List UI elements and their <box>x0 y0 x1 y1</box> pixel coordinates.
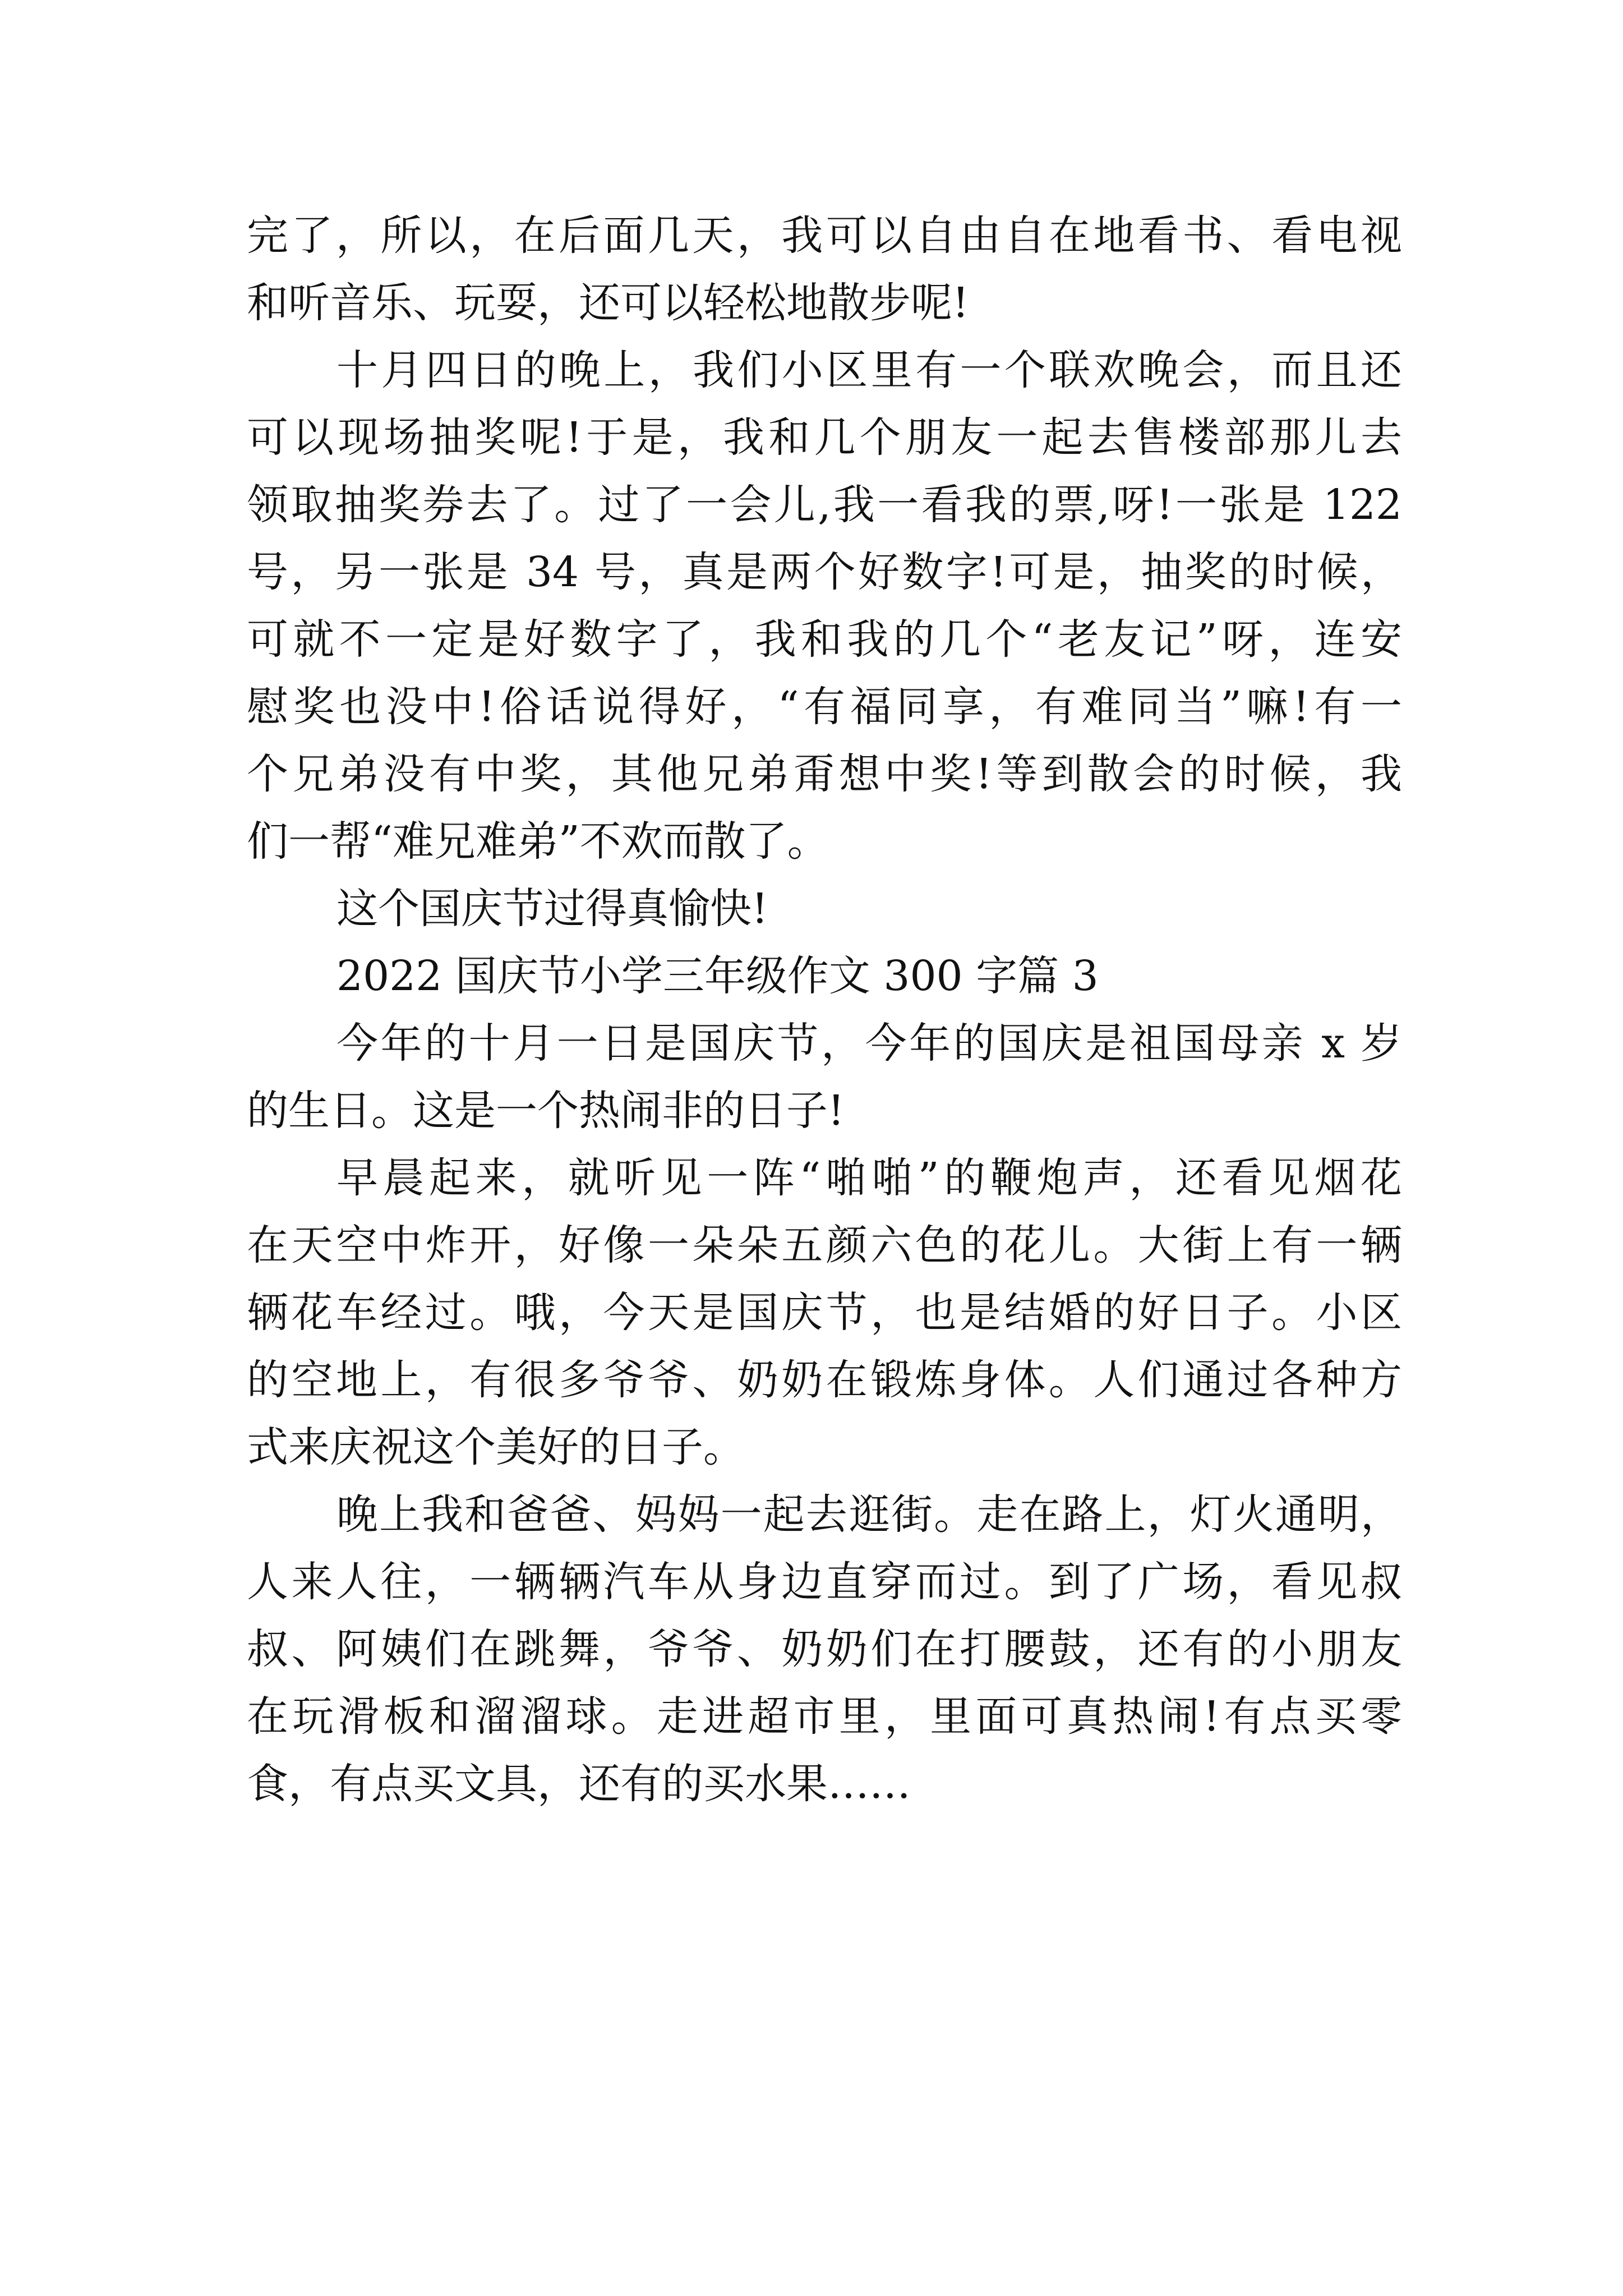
paragraph-start-line: 十月四日的晚上，我们小区里有一个联欢晚会，而且还 <box>336 346 1402 394</box>
text-line: 式来庆祝这个美好的日子。 <box>247 1423 745 1471</box>
text-line: 人来人往，一辆辆汽车从身边直穿而过。到了广场，看见叔 <box>247 1558 1402 1606</box>
text-line: 食，有点买文具，还有的买水果…… <box>247 1760 911 1808</box>
text-line: 慰奖也没中!俗话说得好，“有福同享，有难同当”嘛!有一 <box>247 683 1402 731</box>
text-line: 个兄弟没有中奖，其他兄弟甭想中奖!等到散会的时候，我 <box>247 750 1402 798</box>
text-line: 的生日。这是一个热闹非的日子! <box>247 1087 845 1135</box>
text-line: 的空地上，有很多爷爷、奶奶在锻炼身体。人们通过各种方 <box>247 1356 1402 1404</box>
text-line: 可就不一定是好数字了，我和我的几个“老友记”呀，连安 <box>247 615 1402 664</box>
section-heading: 2022 国庆节小学三年级作文 300 字篇 3 <box>336 952 1099 1000</box>
text-line: 辆花车经过。哦，今天是国庆节，也是结婚的好日子。小区 <box>247 1289 1402 1337</box>
text-line: 叔、阿姨们在跳舞，爷爷、奶奶们在打腰鼓，还有的小朋友 <box>247 1625 1402 1673</box>
paragraph-start-line: 今年的十月一日是国庆节，今年的国庆是祖国母亲 x 岁 <box>336 1019 1402 1068</box>
paragraph-start-line: 早晨起来，就听见一阵“啪啪”的鞭炮声，还看见烟花 <box>336 1154 1402 1202</box>
text-line: 在玩滑板和溜溜球。走进超市里，里面可真热闹!有点买零 <box>247 1692 1402 1741</box>
text-line: 在天空中炸开，好像一朵朵五颜六色的花儿。大街上有一辆 <box>247 1221 1402 1269</box>
text-line: 可以现场抽奖呢!于是，我和几个朋友一起去售楼部那儿去 <box>247 413 1402 462</box>
text-line: 和听音乐、玩耍，还可以轻松地散步呢! <box>247 279 969 327</box>
text-line: 完了，所以，在后面几天，我可以自由自在地看书、看电视 <box>247 211 1402 260</box>
essay-body <box>247 202 1402 1818</box>
text-line: 们一帮“难兄难弟”不欢而散了。 <box>247 817 829 866</box>
text-line: 号，另一张是 34 号，真是两个好数字!可是，抽奖的时候， <box>247 548 1402 596</box>
paragraph-start-line: 晚上我和爸爸、妈妈一起去逛街。走在路上，灯火通明， <box>336 1490 1402 1539</box>
text-line: 领取抽奖券去了。过了一会儿,我一看我的票,呀!一张是 122 <box>247 481 1402 529</box>
paragraph-start-line: 这个国庆节过得真愉快! <box>336 885 768 933</box>
